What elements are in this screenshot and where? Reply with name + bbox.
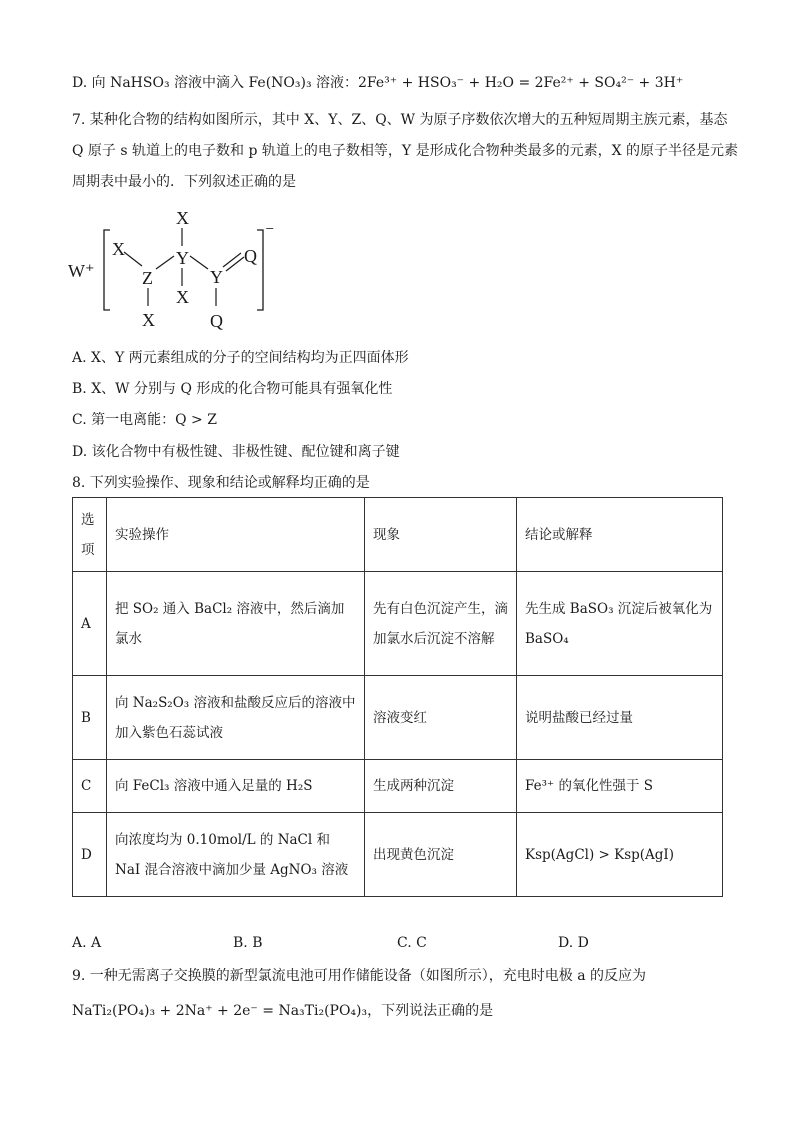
q6-option-d: D. 向 NaHSO₃ 溶液中滴入 Fe(NO₃)₃ 溶液：2Fe³⁺ + HSO₃⁻ + H₂O = 2Fe²⁺ + SO₄²⁻ + 3H⁺ [72,75,684,91]
bond-y-q-double-2 [226,257,244,271]
table-row [73,572,723,676]
header-option: 选项 [73,498,107,572]
cell-conclusion: 说明盐酸已经过量 [517,676,723,760]
cell-conclusion: Ksp(AgCl) > Ksp(AgI) [517,813,723,897]
q7-option-a: A. X、Y 两元素组成的分子的空间结构均为正四面体形 [72,350,409,366]
table-row [73,676,723,760]
right-bracket [257,230,263,310]
cell-phenomenon: 出现黄色沉淀 [365,813,517,897]
q8-answer-c: C. C [397,935,427,951]
cell-option: D [73,813,107,897]
table-row [73,813,723,897]
atom-y-center: Y [176,248,189,268]
atom-x-top: X [176,208,189,228]
cell-operation: 向 FeCl₃ 溶液中通入足量的 H₂S [107,760,365,813]
cell-operation: 向浓度均为 0.10mol/L 的 NaCl 和 NaI 混合溶液中滴加少量 AgNO₃ 溶液 [107,813,365,897]
q7-stem-line-2: Q 原子 s 轨道上的电子数和 p 轨道上的电子数相等，Y 是形成化合物种类最多的元素，X 的原子半径是元素 [72,143,738,159]
atom-z: Z [142,268,153,288]
cell-option: C [73,760,107,813]
atom-x-left: X [112,239,125,259]
header-operation: 实验操作 [107,498,365,572]
cell-conclusion: Fe³⁺ 的氧化性强于 S [517,760,723,813]
cell-operation: 把 SO₂ 通入 BaCl₂ 溶液中，然后滴加氯水 [107,572,365,676]
left-bracket [104,230,110,310]
bond-y-q-double-1 [223,253,241,267]
atom-x-below-z: X [142,310,155,330]
q8-stem: 8. 下列实验操作、现象和结论或解释均正确的是 [72,475,370,491]
table-header-row [73,498,723,572]
cell-conclusion: 先生成 BaSO₃ 沉淀后被氧化为 BaSO₄ [517,572,723,676]
atom-y-right: Y [210,267,223,287]
q7-option-d: D. 该化合物中有极性键、非极性键、配位键和离子键 [72,444,400,460]
q7-stem-line-1: 7. 某种化合物的结构如图所示，其中 X、Y、Z、Q、W 为原子序数依次增大的五种短周期主族元素，基态 [72,112,728,128]
atom-q-bottom: Q [210,311,223,331]
cell-phenomenon: 生成两种沉淀 [365,760,517,813]
q9-stem-line-2: NaTi₂(PO₄)₃ + 2Na⁺ + 2e⁻ = Na₃Ti₂(PO₄)₃，下列说法正确的是 [72,1003,494,1019]
bond-z-y [156,256,174,269]
cell-option: B [73,676,107,760]
cell-phenomenon: 先有白色沉淀产生，滴加氯水后沉淀不溶解 [365,572,517,676]
cell-phenomenon: 溶液变红 [365,676,517,760]
bond-x-z [124,252,142,266]
q8-answer-a: A. A [72,935,102,951]
q7-stem-line-3: 周期表中最小的．下列叙述正确的是 [72,174,296,190]
header-phenomenon: 现象 [365,498,517,572]
cation-label: W⁺ [68,261,95,281]
molecule-structure-diagram [66,200,296,335]
experiment-table [72,497,723,897]
q7-option-c: C. 第一电离能：Q > Z [72,412,217,428]
atom-q-top: Q [244,246,257,266]
table-row [73,760,723,813]
q7-option-b: B. X、W 分别与 Q 形成的化合物可能具有强氧化性 [72,381,393,397]
anion-charge: ⁻ [265,222,275,242]
q8-answer-b: B. B [233,935,263,951]
bond-y-y [190,256,208,269]
cell-operation: 向 Na₂S₂O₃ 溶液和盐酸反应后的溶液中加入紫色石蕊试液 [107,676,365,760]
q8-answer-d: D. D [558,935,589,951]
atom-x-below-y: X [176,287,189,307]
q9-stem-line-1: 9. 一种无需离子交换膜的新型氯流电池可用作储能设备（如图所示），充电时电极 a 的反应为 [72,968,647,984]
header-conclusion: 结论或解释 [517,498,723,572]
cell-option: A [73,572,107,676]
